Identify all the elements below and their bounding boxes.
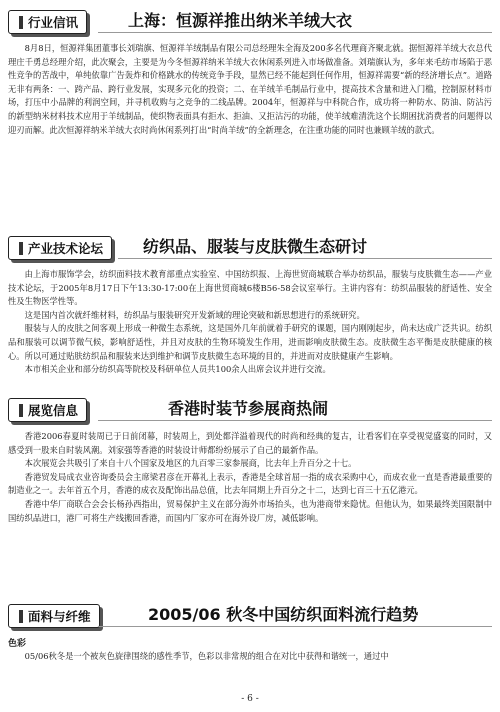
tag-mark-icon <box>19 610 23 623</box>
article-headline: 香港时装节参展商热闹 <box>168 399 329 418</box>
divider <box>118 258 492 259</box>
article-headline: 纺织品、服装与皮肤微生态研讨 <box>143 237 368 256</box>
tag-mark-icon <box>19 404 23 417</box>
section-industry-news <box>8 6 492 137</box>
page-number: - 6 - <box>241 694 259 704</box>
article-body <box>8 636 492 664</box>
article-body <box>8 42 492 137</box>
tag-mark-icon <box>19 16 23 29</box>
section-header <box>8 6 492 36</box>
section-fabric-fiber <box>8 600 492 664</box>
paragraph: 8月8日，恒源祥集团董事长刘瑞旗、恒源祥羊绒制品有限公司总经理朱全海及200多名代理商齐聚北就。据恒源祥羊绒大衣总代理庄千勇总经理介绍，此次聚会，主要是为今冬恒源祥纳米羊绒大衣休闲系列进入市场做准备。刘瑞旗认为，多年来毛纺市场陷于恶性竞争的苦战中，单纯依靠广告轰炸和价格跳水的传统竞争手段，显然已经不能起到任何作用，恒源祥需要“新的经济增长点”。道路无非有两条：一、跨产品、跨行业发展，实现多元化的投资；二、在羊绒羊毛制品行业中，提高技术含量和进入门槛，控制原材料市场，打压中小品牌的利润空间，并寻机收购与之竞争的二线品牌。2004年，恒源祥与中科院合作，成功将一种防水、防油、防沾污的新型纳米材料技术应用于羊绒制品，使织物表面具有拒水、拒油、又拒沾污的功能，使羊绒难清洗这个长期困扰消费者的问题得以迎刃而解。此次恒源祥纳米羊绒大衣时尚休闲系列打出“时尚羊绒”的全新理念，在注重功能的同时也兼顾羊绒的款式。 <box>8 43 492 135</box>
paragraph: 本市相关企业和部分纺织高等院校及科研单位人员共100余人出席会议并进行交流。 <box>24 364 331 375</box>
section-tag: 行业信讯 <box>8 10 87 34</box>
paragraph: 服装与人的皮肤之间客观上形成一种微生态系统，这是国外几年前就着手研究的课题，国内刚刚起步，尚未达成广泛共识。纺织品和服装可以调节微气候，影响舒适性，并且对皮肤的生物环境发生作用，进而影响皮肤微生态。皮肤微生态平衡是皮肤健康的核心。所以可通过贴肤纺织品和服装来达到维护和调节皮肤微生态环境的目的，并进而对皮肤健康产生影响。 <box>8 323 492 361</box>
section-exhibition <box>8 394 492 525</box>
subheading: 色彩 <box>8 639 27 649</box>
section-header <box>8 394 492 424</box>
paragraph: 这是国内首次就纤维材料，纺织品与服装研究开发新域的理论突破和新思想进行的系统研究。 <box>24 309 365 320</box>
section-header <box>8 232 492 262</box>
section-header <box>8 600 492 630</box>
tag-mark-icon <box>19 242 23 255</box>
divider <box>98 32 492 33</box>
paragraph: 香港中华厂商联合会会长杨孙西指出，贸易保护主义在部分海外市场抬头，也为港商带来隐忧。但他认为，如果最终美国限制中国纺织品进口，港厂可将生产线搬回香港，而国内厂家亦可在海外设厂房，减低影响。 <box>8 498 492 523</box>
paragraph: 05/06秋冬是一个被灰色旋律围绕的感性季节，色彩以非常规的组合在对比中获得和谐统一，通过中 <box>24 651 389 661</box>
section-tech-forum <box>8 232 492 377</box>
section-tag: 面料与纤维 <box>8 604 100 628</box>
section-tag: 产业技术论坛 <box>8 236 112 260</box>
divider <box>98 626 492 627</box>
paragraph: 香港2006春夏时装周已于日前闭幕，时装周上，到处都洋溢着现代的时尚和经典的复古，让看客们在享受视觉盛宴的同时，又感受到一股来自时装风潮。刘家强等香港的时装设计师都纷纷展示了自己的最新作品。 <box>8 431 492 455</box>
article-body <box>8 430 492 525</box>
paragraph: 香港贸发局成衣业咨询委员会主席梁君彦在开幕礼上表示，香港是全球首屈一指的成衣采购中心，而成衣业一直是香港最重要的制造业之一。去年首五个月，香港的成衣及配饰出品总值，比去年同期上升百分之十二，达到七百三十五亿港元。 <box>8 471 492 496</box>
article-headline: 上海：恒源祥推出纳米羊绒大衣 <box>128 11 353 30</box>
paragraph: 由上海市服饰学会，纺织面料技术教育部重点实验室、中国纺织报、上海世贸商城联合举办纺织品，服装与皮肤微生态——产业技术论坛，于2005年8月17日下午13:30-17:00在上海世贸商城6楼B56-58会议室举行。主讲内容有：纺织品服装的舒适性、安全性及生物医学性等。 <box>8 269 492 307</box>
article-body <box>8 268 492 377</box>
divider <box>98 420 492 421</box>
article-headline: 2005/06 秋冬中国纺织面料流行趋势 <box>148 605 419 624</box>
paragraph: 本次展览会共吸引了来自十八个国家及地区的九百零三家参展商，比去年上升百分之十七。 <box>24 458 357 469</box>
section-tag: 展览信息 <box>8 398 87 422</box>
